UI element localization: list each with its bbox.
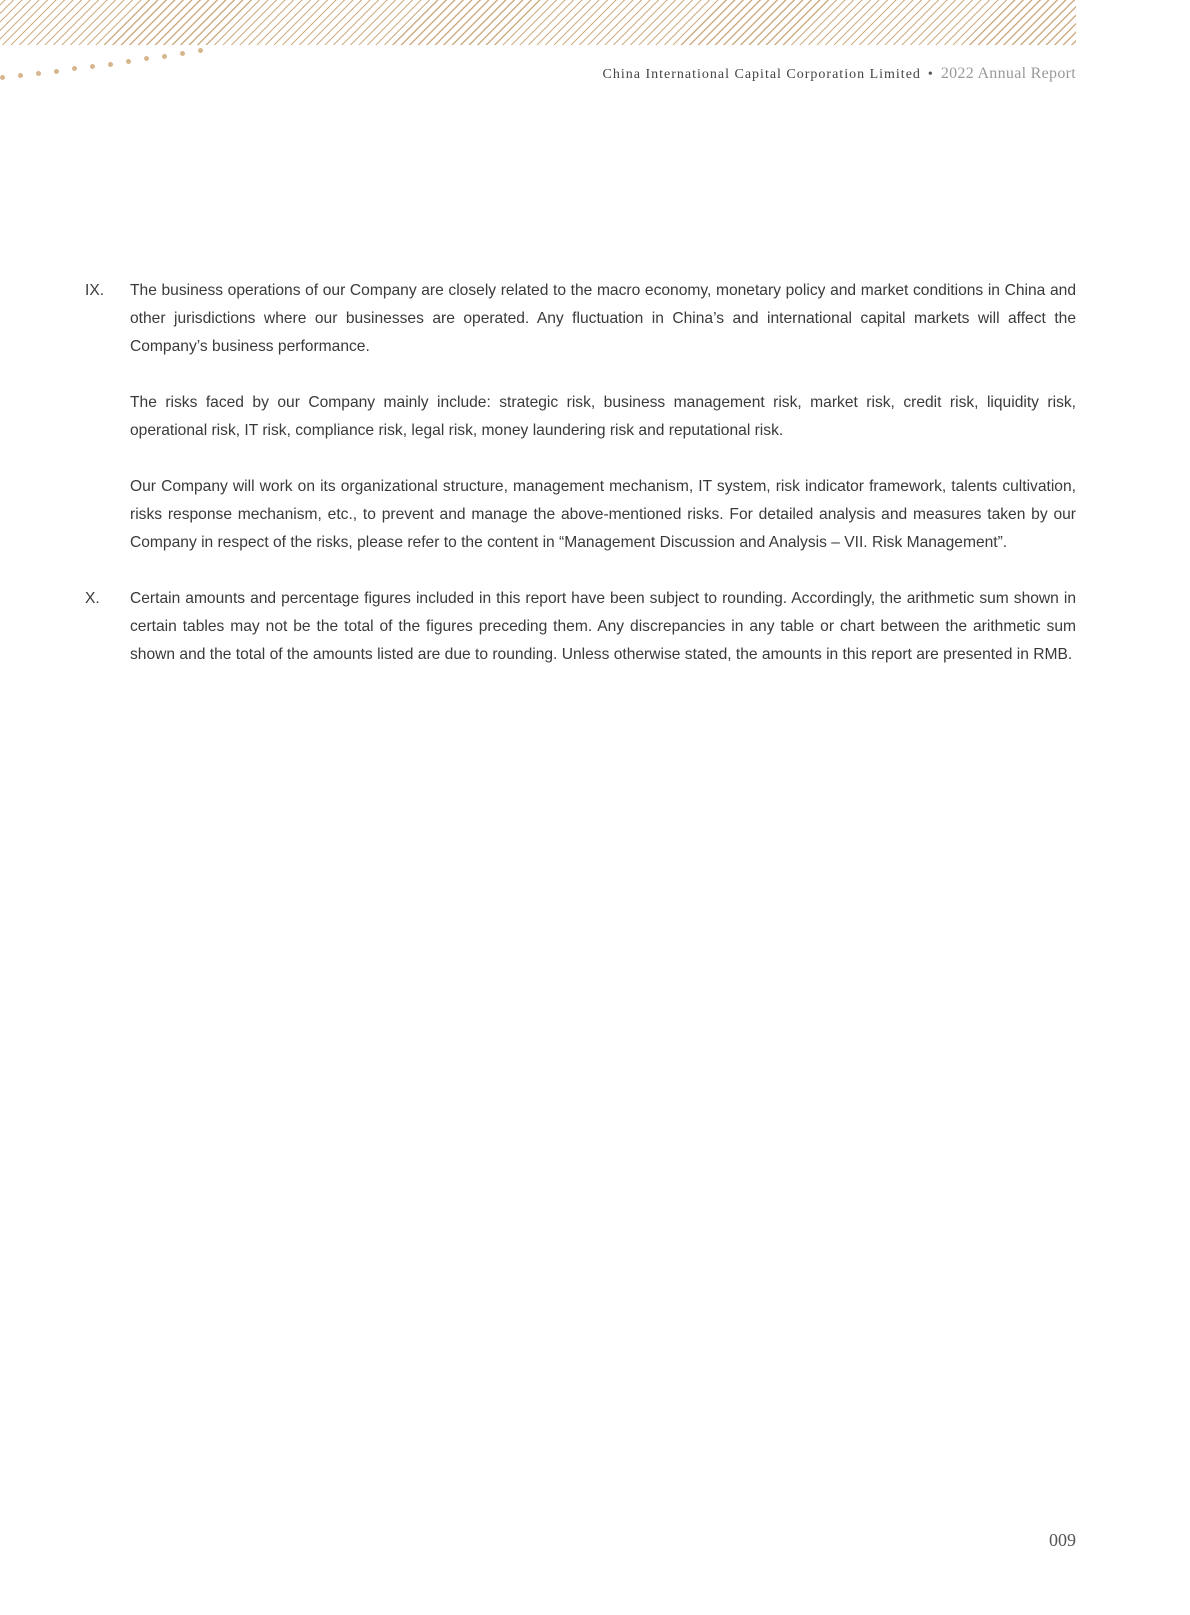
- decorative-dot: [144, 56, 149, 61]
- decorative-dot: [36, 71, 41, 76]
- decorative-dot: [198, 48, 203, 53]
- decorative-dot: [180, 51, 185, 56]
- company-name: China International Capital Corporation Limited: [602, 67, 921, 82]
- notice-list: [85, 277, 1076, 697]
- decorative-dot: [162, 54, 167, 59]
- running-header: [603, 65, 1076, 83]
- decorative-dot: [18, 73, 23, 78]
- item-number: IX.: [85, 282, 105, 299]
- item-number: X.: [85, 590, 100, 607]
- paragraph: Our Company will work on its organizational structure, management mechanism, IT system, risk indicator framework, talents cultivation, risks response mechanism, etc., to prevent and manage the above-mentioned risks. For detailed analysis and measures taken by our Company in respect of the risks, please refer to the content in “Management Discussion and Analysis – VII. Risk Management”.: [130, 478, 1076, 551]
- paragraph: The business operations of our Company are closely related to the macro economy, monetary policy and market conditions in China and other jurisdictions where our businesses are operated. Any fluctuation in China’s and international capital markets will affect the Company’s business performance.: [130, 282, 1076, 355]
- header-bullet: •: [927, 67, 934, 82]
- report-title: 2022 Annual Report: [940, 65, 1076, 82]
- paragraph: The risks faced by our Company mainly include: strategic risk, business management risk, market risk, credit risk, liquidity risk, operational risk, IT risk, compliance risk, legal risk, money laundering risk and reputational risk.: [130, 394, 1076, 439]
- decorative-dot: [0, 75, 5, 80]
- decorative-dot: [126, 59, 131, 64]
- page-number: 009: [1049, 1530, 1076, 1550]
- decorative-dot: [108, 62, 113, 67]
- paragraph: Certain amounts and percentage figures included in this report have been subject to rounding. Accordingly, the arithmetic sum shown in certain tables may not be the total of the figures preceding them. Any discrepancies in any table or chart between the arithmetic sum shown and the total of the amounts listed are due to rounding. Unless otherwise stated, the amounts in this report are presented in RMB.: [130, 590, 1076, 663]
- decorative-dot: [72, 66, 77, 71]
- decorative-dot: [90, 64, 95, 69]
- list-item: [85, 585, 1076, 669]
- decorative-dot: [54, 69, 59, 74]
- decorative-hatch-band: [0, 0, 1076, 45]
- list-item: [85, 277, 1076, 557]
